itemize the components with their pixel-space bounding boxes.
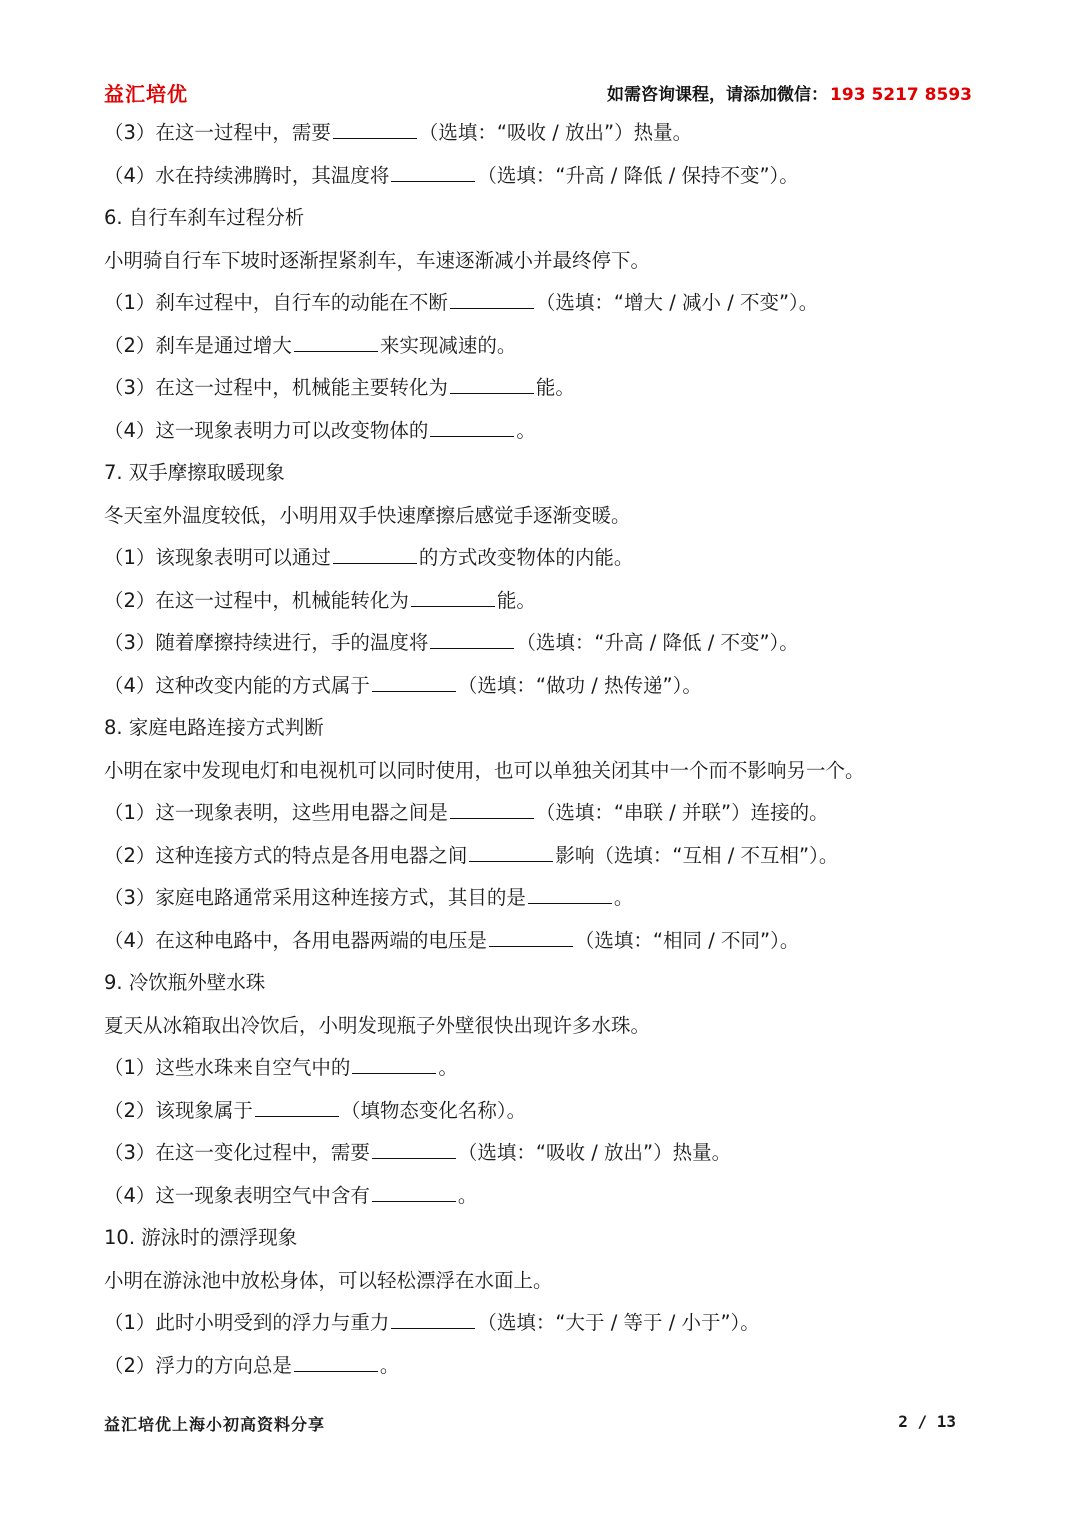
line-text: （填物态变化名称）。 bbox=[340, 1098, 527, 1122]
line-text: （4）这一现象表明空气中含有 bbox=[104, 1183, 370, 1207]
line-text: 。 bbox=[613, 886, 634, 909]
line-text: （1）这一现象表明，这些用电器之间是 bbox=[104, 801, 448, 824]
text-line bbox=[104, 325, 984, 368]
line-text: （3）在这一过程中，机械能主要转化为 bbox=[104, 376, 448, 399]
line-text: （1）刹车过程中，自行车的动能在不断 bbox=[104, 291, 448, 314]
line-text: 。 bbox=[516, 418, 536, 442]
line-text: 9. 冷饮瓶外壁水珠 bbox=[104, 971, 266, 994]
line-text: （4）这一现象表明力可以改变物体的 bbox=[104, 418, 429, 442]
answer-blank bbox=[391, 1310, 475, 1329]
answer-blank bbox=[294, 1353, 378, 1372]
answer-blank bbox=[372, 1183, 456, 1202]
text-line bbox=[104, 1302, 984, 1345]
text-line bbox=[104, 410, 984, 453]
worksheet-content bbox=[104, 112, 984, 1387]
line-text: （选填：“升高 / 降低 / 保持不变”）。 bbox=[477, 163, 799, 187]
text-line bbox=[104, 665, 984, 708]
answer-blank bbox=[450, 800, 534, 819]
answer-blank bbox=[430, 630, 514, 649]
line-text: （4）在这种电路中，各用电器两端的电压是 bbox=[104, 928, 487, 952]
text-line bbox=[104, 920, 984, 963]
text-line bbox=[104, 707, 984, 750]
text-line bbox=[104, 622, 984, 665]
answer-blank bbox=[333, 545, 417, 564]
line-text: （3）在这一过程中，需要 bbox=[104, 121, 331, 144]
brand-name: 益汇培优 bbox=[104, 82, 188, 106]
answer-blank bbox=[255, 1098, 339, 1117]
line-text: （2）刹车是通过增大 bbox=[104, 333, 292, 357]
line-text: （2）该现象属于 bbox=[104, 1098, 253, 1122]
answer-blank bbox=[294, 333, 378, 352]
text-line bbox=[104, 155, 984, 198]
text-line bbox=[104, 240, 984, 283]
line-text: （1）该现象表明可以通过 bbox=[104, 546, 331, 569]
line-text: （2）这种连接方式的特点是各用电器之间 bbox=[104, 843, 468, 867]
line-text: 7. 双手摩擦取暖现象 bbox=[104, 461, 285, 484]
text-line bbox=[104, 580, 984, 623]
line-text: （3）家庭电路通常采用这种连接方式，其目的是 bbox=[104, 886, 526, 909]
footer-title: 益汇培优上海小初高资料分享 bbox=[104, 1415, 326, 1434]
answer-blank bbox=[352, 1055, 436, 1074]
text-line bbox=[104, 197, 984, 240]
line-text: 冬天室外温度较低，小明用双手快速摩擦后感觉手逐渐变暖。 bbox=[104, 503, 631, 527]
text-line bbox=[104, 835, 984, 878]
line-text: 能。 bbox=[496, 588, 536, 612]
line-text: 6. 自行车刹车过程分析 bbox=[104, 206, 305, 229]
answer-blank bbox=[372, 1140, 456, 1159]
contact-phone: 193 5217 8593 bbox=[830, 85, 972, 105]
text-line bbox=[104, 1047, 984, 1090]
line-text: （4）水在持续沸腾时，其温度将 bbox=[104, 163, 390, 187]
page-footer bbox=[0, 1412, 1080, 1442]
text-line bbox=[104, 877, 984, 920]
line-text: （选填：“大于 / 等于 / 小于”）。 bbox=[477, 1311, 760, 1334]
text-line bbox=[104, 537, 984, 580]
line-text: （选填：“增大 / 减小 / 不变”）。 bbox=[535, 291, 819, 314]
line-text: 夏天从冰箱取出冷饮后，小明发现瓶子外壁很快出现许多水珠。 bbox=[104, 1013, 651, 1037]
page-number: 2 / 13 bbox=[898, 1412, 956, 1431]
line-text: （3）随着摩擦持续进行，手的温度将 bbox=[104, 631, 429, 654]
line-text: （选填：“吸收 / 放出”）热量。 bbox=[457, 1141, 732, 1164]
answer-blank bbox=[489, 928, 573, 947]
line-text: （选填：“串联 / 并联”）连接的。 bbox=[535, 801, 829, 824]
answer-blank bbox=[430, 418, 514, 437]
answer-blank bbox=[469, 843, 553, 862]
line-text: （选填：“升高 / 降低 / 不变”）。 bbox=[516, 631, 799, 654]
text-line bbox=[104, 282, 984, 325]
line-text: （4）这种改变内能的方式属于 bbox=[104, 673, 370, 697]
text-line bbox=[104, 112, 984, 155]
line-text: 。 bbox=[438, 1056, 458, 1079]
line-text: 小明在游泳池中放松身体，可以轻松漂浮在水面上。 bbox=[104, 1268, 553, 1292]
text-line bbox=[104, 1217, 984, 1260]
line-text: 10. 游泳时的漂浮现象 bbox=[104, 1226, 298, 1249]
line-text: 影响（选填：“互相 / 不互相”）。 bbox=[555, 843, 839, 867]
page-header bbox=[0, 78, 1080, 112]
answer-blank bbox=[411, 588, 495, 607]
answer-blank bbox=[391, 163, 475, 182]
contact-prefix: 如需咨询课程，请添加微信： bbox=[607, 85, 829, 105]
line-text: （2）浮力的方向总是 bbox=[104, 1353, 292, 1377]
line-text: 能。 bbox=[535, 376, 575, 399]
text-line bbox=[104, 1132, 984, 1175]
text-line bbox=[104, 1005, 984, 1048]
line-text: （选填：“相同 / 不同”）。 bbox=[574, 928, 800, 952]
text-line bbox=[104, 750, 984, 793]
text-line bbox=[104, 1345, 984, 1388]
text-line bbox=[104, 792, 984, 835]
text-line bbox=[104, 367, 984, 410]
line-text: 来实现减速的。 bbox=[379, 333, 517, 357]
line-text: （选填：“做功 / 热传递”）。 bbox=[457, 673, 702, 697]
contact-info bbox=[607, 80, 972, 105]
answer-blank bbox=[450, 290, 534, 309]
text-line bbox=[104, 1260, 984, 1303]
line-text: （2）在这一过程中，机械能转化为 bbox=[104, 588, 409, 612]
line-text: 小明骑自行车下坡时逐渐捏紧刹车，车速逐渐减小并最终停下。 bbox=[104, 248, 651, 272]
answer-blank bbox=[333, 120, 417, 139]
line-text: （1）此时小明受到的浮力与重力 bbox=[104, 1311, 390, 1334]
answer-blank bbox=[372, 673, 456, 692]
text-line bbox=[104, 1175, 984, 1218]
line-text: （1）这些水珠来自空气中的 bbox=[104, 1056, 351, 1079]
text-line bbox=[104, 452, 984, 495]
text-line bbox=[104, 962, 984, 1005]
text-line bbox=[104, 1090, 984, 1133]
line-text: （选填：“吸收 / 放出”）热量。 bbox=[418, 121, 693, 144]
answer-blank bbox=[528, 885, 612, 904]
line-text: （3）在这一变化过程中，需要 bbox=[104, 1141, 370, 1164]
line-text: 小明在家中发现电灯和电视机可以同时使用，也可以单独关闭其中一个而不影响另一个。 bbox=[104, 758, 865, 782]
answer-blank bbox=[450, 375, 534, 394]
line-text: 。 bbox=[457, 1183, 478, 1207]
text-line bbox=[104, 495, 984, 538]
line-text: 的方式改变物体的内能。 bbox=[418, 546, 634, 569]
line-text: 8. 家庭电路连接方式判断 bbox=[104, 716, 324, 739]
line-text: 。 bbox=[379, 1353, 400, 1377]
